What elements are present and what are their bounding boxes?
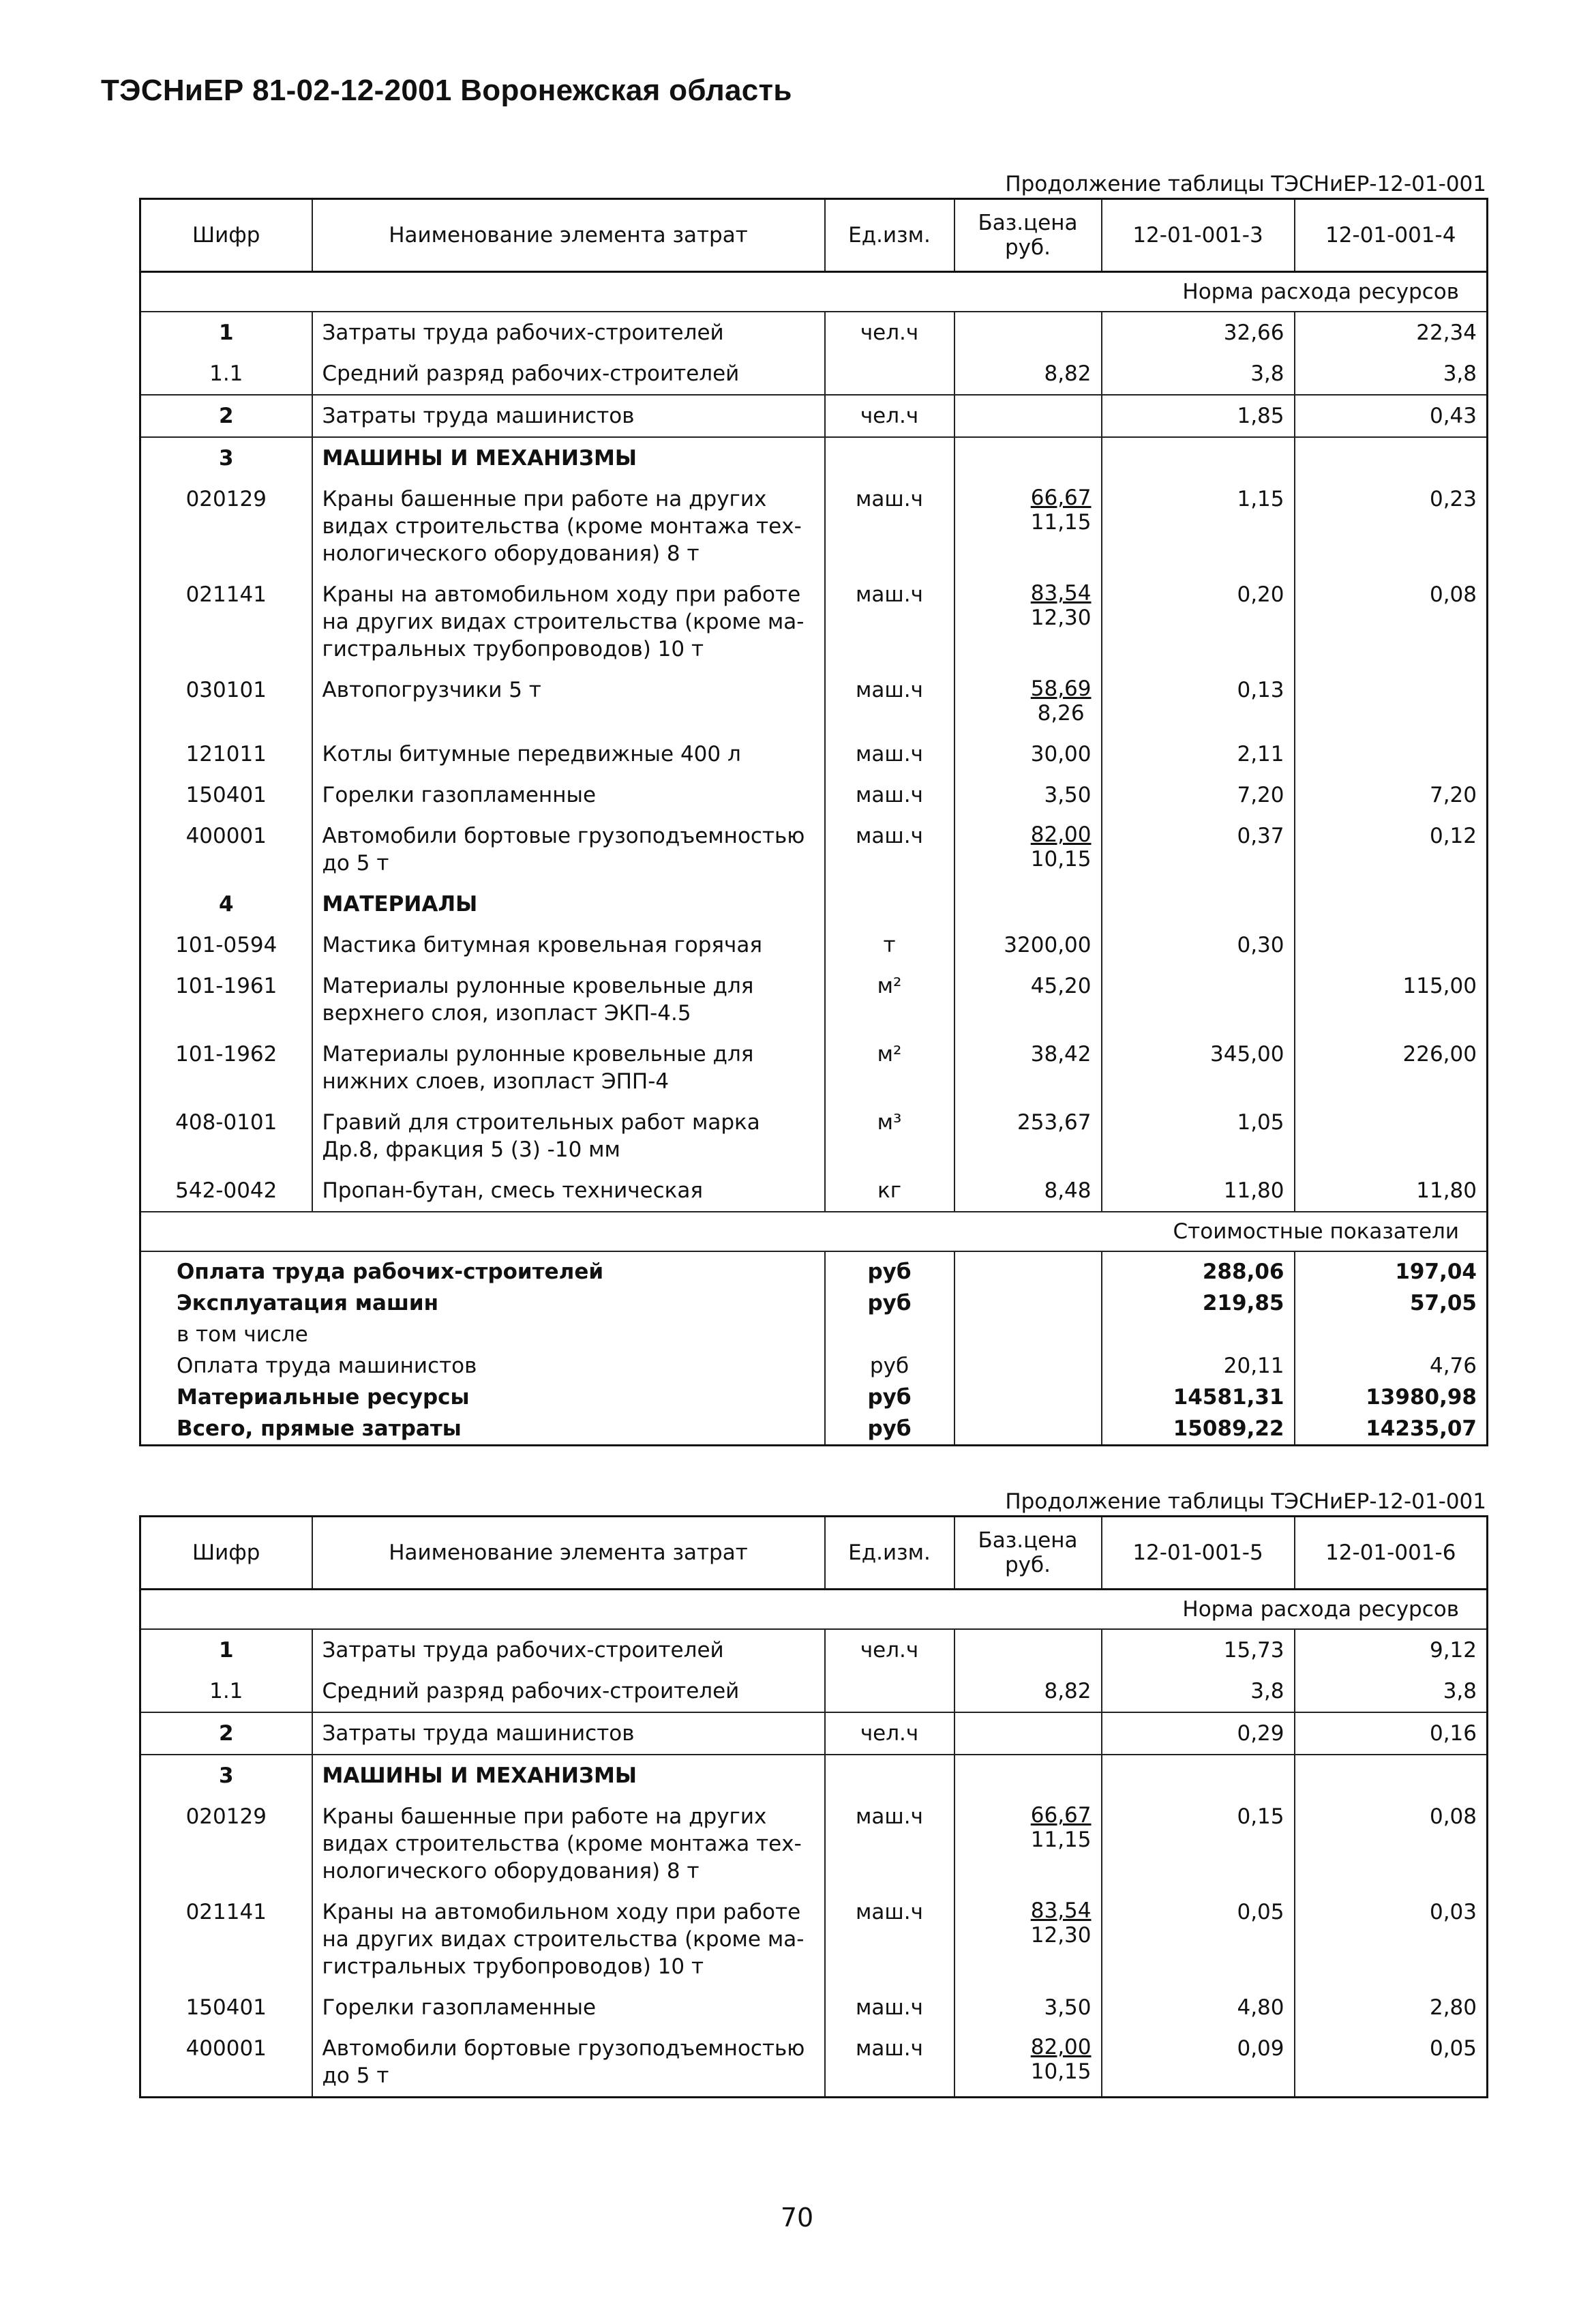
- row-price: [954, 479, 1102, 574]
- row-code: 542-0042: [175, 1178, 277, 1203]
- row-unit: [825, 1755, 954, 1796]
- summary-value-2: 4,76: [1295, 1350, 1488, 1382]
- table-header-row: [140, 1517, 1488, 1590]
- summary-value-1: 288,06: [1102, 1251, 1295, 1287]
- row-code: 101-1961: [175, 974, 277, 998]
- table-row: [140, 2028, 1488, 2098]
- row-price: [954, 312, 1102, 353]
- summary-unit: руб: [825, 1382, 954, 1413]
- row-value-2: 7,20: [1295, 775, 1488, 816]
- price-fraction: [1031, 1803, 1092, 1852]
- row-value-2: 2,80: [1295, 1987, 1488, 2028]
- row-name: Краны башенные при работе на других видах строительства (кроме монтажа тех-нологического оборудования) 8 т: [312, 479, 825, 574]
- summary-unit: руб: [825, 1251, 954, 1287]
- price-numerator: 66,67: [1030, 486, 1092, 510]
- row-value-2: 11,80: [1295, 1170, 1488, 1212]
- row-unit: маш.ч: [825, 734, 954, 775]
- row-value-1: 3,8: [1102, 1671, 1295, 1712]
- row-value-1: 345,00: [1102, 1034, 1295, 1102]
- row-code: 3: [218, 446, 234, 471]
- row-value-1: 7,20: [1102, 775, 1295, 816]
- summary-value-1: 219,85: [1102, 1287, 1295, 1319]
- row-unit: м²: [825, 966, 954, 1034]
- row-price: [954, 1755, 1102, 1796]
- row-code: 150401: [185, 1995, 267, 2020]
- table-row: [140, 734, 1488, 775]
- header-unit: Ед.изм.: [825, 1517, 954, 1590]
- row-price: [954, 884, 1102, 925]
- row-value-1: 0,30: [1102, 925, 1295, 966]
- price-numerator: 82,00: [1030, 2035, 1092, 2059]
- summary-price: [954, 1251, 1102, 1287]
- norm-label-row: [140, 272, 1488, 312]
- table-row: [140, 816, 1488, 884]
- price-fraction: [1031, 1898, 1092, 1948]
- summary-price: [954, 1350, 1102, 1382]
- row-value-1: [1102, 437, 1295, 479]
- row-unit: маш.ч: [825, 479, 954, 574]
- row-code: 121011: [185, 742, 267, 766]
- row-price: [954, 2028, 1102, 2098]
- row-value-2: [1295, 884, 1488, 925]
- row-value-2: [1295, 925, 1488, 966]
- table-row: [140, 479, 1488, 574]
- row-value-2: 0,03: [1295, 1892, 1488, 1987]
- price-fraction: [1031, 822, 1092, 872]
- table-header-row: [140, 199, 1488, 272]
- price-numerator: 83,54: [1030, 581, 1092, 606]
- row-name: Горелки газопламенные: [312, 1987, 825, 2028]
- row-price: [954, 1892, 1102, 1987]
- norm-label-row: [140, 1590, 1488, 1630]
- row-name: МАШИНЫ И МЕХАНИЗМЫ: [312, 437, 825, 479]
- row-value-2: 0,16: [1295, 1712, 1488, 1755]
- row-value-2: 3,8: [1295, 353, 1488, 395]
- price-fraction: [1031, 2035, 1092, 2084]
- summary-value-1: 20,11: [1102, 1350, 1295, 1382]
- summary-value-1: 14581,31: [1102, 1382, 1295, 1413]
- header-code: Шифр: [140, 1517, 312, 1590]
- row-code: 020129: [185, 1804, 267, 1829]
- table-row: [140, 1892, 1488, 1987]
- row-value-2: 0,08: [1295, 574, 1488, 670]
- row-unit: [825, 353, 954, 395]
- row-unit: [825, 1671, 954, 1712]
- row-value-1: [1102, 1755, 1295, 1796]
- summary-price: [954, 1413, 1102, 1446]
- row-name: Краны на автомобильном ходу при работе на других видах строительства (кроме ма-гистральных трубопроводов) 10 т: [312, 1892, 825, 1987]
- row-unit: [825, 437, 954, 479]
- header-col1: 12-01-001-5: [1102, 1517, 1295, 1590]
- summary-name: Материальные ресурсы: [177, 1385, 470, 1410]
- table-row: [140, 1102, 1488, 1170]
- section-row: [140, 884, 1488, 925]
- header-col2: 12-01-001-6: [1295, 1517, 1488, 1590]
- header-name: Наименование элемента затрат: [312, 1517, 825, 1590]
- table-row: [140, 1712, 1488, 1755]
- row-code: 2: [140, 1712, 312, 1755]
- row-name: Мастика битумная кровельная горячая: [312, 925, 825, 966]
- summary-value-1: [1102, 1319, 1295, 1350]
- row-code: 020129: [185, 487, 267, 511]
- row-name: Средний разряд рабочих-строителей: [312, 1671, 825, 1712]
- row-price: [954, 574, 1102, 670]
- summary-row: [140, 1413, 1488, 1446]
- table1-body: [140, 312, 1488, 1212]
- row-name: Пропан-бутан, смесь техническая: [312, 1170, 825, 1212]
- row-name: Затраты труда рабочих-строителей: [312, 312, 825, 353]
- row-unit: чел.ч: [825, 1712, 954, 1755]
- summary-value-2: 14235,07: [1295, 1413, 1488, 1446]
- row-value-2: 0,23: [1295, 479, 1488, 574]
- row-name: Гравий для строительных работ марка Др.8, фракция 5 (3) -10 мм: [312, 1102, 825, 1170]
- price-denominator: 10,15: [1030, 2059, 1092, 2084]
- row-price: 38,42: [954, 1034, 1102, 1102]
- row-unit: маш.ч: [825, 1892, 954, 1987]
- row-value-1: 0,13: [1102, 670, 1295, 734]
- row-price: [954, 1712, 1102, 1755]
- table-row: [140, 574, 1488, 670]
- summary-row: [140, 1350, 1488, 1382]
- row-price: 3,50: [954, 1987, 1102, 2028]
- row-value-2: 22,34: [1295, 312, 1488, 353]
- summary-value-1: 15089,22: [1102, 1413, 1295, 1446]
- row-price: 8,82: [954, 353, 1102, 395]
- row-value-1: 0,29: [1102, 1712, 1295, 1755]
- row-value-2: [1295, 437, 1488, 479]
- row-price: 30,00: [954, 734, 1102, 775]
- row-price: 3200,00: [954, 925, 1102, 966]
- header-price: Баз.цена руб.: [954, 1517, 1102, 1590]
- row-value-2: 0,12: [1295, 816, 1488, 884]
- row-code: 101-0594: [175, 933, 277, 957]
- row-unit: маш.ч: [825, 1796, 954, 1892]
- price-fraction: [1031, 676, 1092, 726]
- row-value-1: 1,05: [1102, 1102, 1295, 1170]
- row-code: 400001: [185, 2036, 267, 2061]
- table-row: [140, 312, 1488, 353]
- row-name: Горелки газопламенные: [312, 775, 825, 816]
- summary-name: Эксплуатация машин: [177, 1291, 439, 1315]
- row-unit: чел.ч: [825, 312, 954, 353]
- row-code: 1: [218, 1638, 234, 1663]
- row-price: 8,82: [954, 1671, 1102, 1712]
- price-numerator: 83,54: [1030, 1898, 1092, 1923]
- header-col2: 12-01-001-4: [1295, 199, 1488, 272]
- table-row: [140, 1796, 1488, 1892]
- price-denominator: 11,15: [1030, 1828, 1092, 1852]
- row-price: [954, 437, 1102, 479]
- row-value-2: 226,00: [1295, 1034, 1488, 1102]
- row-value-2: 0,08: [1295, 1796, 1488, 1892]
- cost-label: Стоимостные показатели: [140, 1212, 1488, 1251]
- summary-name: в том числе: [177, 1322, 308, 1347]
- row-code: 400001: [185, 824, 267, 848]
- header-unit: Ед.изм.: [825, 199, 954, 272]
- row-unit: кг: [825, 1170, 954, 1212]
- row-value-2: [1295, 670, 1488, 734]
- row-value-1: 0,37: [1102, 816, 1295, 884]
- table-row: [140, 395, 1488, 437]
- cost-label-row: [140, 1212, 1488, 1251]
- row-code: 408-0101: [175, 1110, 277, 1135]
- table-row: [140, 1629, 1488, 1671]
- row-unit: м²: [825, 1034, 954, 1102]
- row-name: Затраты труда машинистов: [312, 395, 825, 437]
- row-code: 3: [218, 1763, 234, 1788]
- row-unit: маш.ч: [825, 816, 954, 884]
- summary-value-2: 13980,98: [1295, 1382, 1488, 1413]
- table-row: [140, 1987, 1488, 2028]
- table-row: [140, 1170, 1488, 1212]
- row-name: Автомобили бортовые грузоподъемностью до 5 т: [312, 2028, 825, 2098]
- row-name: Материалы рулонные кровельные для верхнего слоя, изопласт ЭКП-4.5: [312, 966, 825, 1034]
- row-value-2: 115,00: [1295, 966, 1488, 1034]
- row-name: Автопогрузчики 5 т: [312, 670, 825, 734]
- summary-name: Оплата труда рабочих-строителей: [177, 1260, 604, 1284]
- summary-unit: руб: [825, 1350, 954, 1382]
- row-value-1: 4,80: [1102, 1987, 1295, 2028]
- row-value-1: [1102, 966, 1295, 1034]
- row-unit: маш.ч: [825, 775, 954, 816]
- row-name: Материалы рулонные кровельные для нижних слоев, изопласт ЭПП-4: [312, 1034, 825, 1102]
- table2-body: [140, 1629, 1488, 2098]
- row-unit: маш.ч: [825, 670, 954, 734]
- row-unit: маш.ч: [825, 1987, 954, 2028]
- row-unit: м³: [825, 1102, 954, 1170]
- row-name: Краны на автомобильном ходу при работе на других видах строительства (кроме ма-гистральных трубопроводов) 10 т: [312, 574, 825, 670]
- row-name: МАШИНЫ И МЕХАНИЗМЫ: [312, 1755, 825, 1796]
- summary-value-2: 197,04: [1295, 1251, 1488, 1287]
- table-row: [140, 1034, 1488, 1102]
- table-row: [140, 670, 1488, 734]
- row-value-2: [1295, 734, 1488, 775]
- row-price: [954, 670, 1102, 734]
- row-price: [954, 816, 1102, 884]
- section-row: [140, 437, 1488, 479]
- page-number: 70: [780, 2203, 814, 2233]
- row-code: 2: [140, 395, 312, 437]
- row-value-1: 1,85: [1102, 395, 1295, 437]
- header-price: Баз.цена руб.: [954, 199, 1102, 272]
- row-value-1: 15,73: [1102, 1629, 1295, 1671]
- row-name: Котлы битумные передвижные 400 л: [312, 734, 825, 775]
- header-code: Шифр: [140, 199, 312, 272]
- table-row: [140, 966, 1488, 1034]
- summary-row: [140, 1287, 1488, 1319]
- summary-unit: руб: [825, 1287, 954, 1319]
- row-code: 030101: [185, 678, 267, 702]
- price-denominator: 11,15: [1030, 510, 1092, 535]
- row-price: [954, 1796, 1102, 1892]
- row-unit: чел.ч: [825, 1629, 954, 1671]
- summary-unit: [825, 1319, 954, 1350]
- row-price: 8,48: [954, 1170, 1102, 1212]
- row-value-1: 0,20: [1102, 574, 1295, 670]
- section-row: [140, 1755, 1488, 1796]
- summary-value-2: [1295, 1319, 1488, 1350]
- summary-price: [954, 1382, 1102, 1413]
- summary-row: [140, 1319, 1488, 1350]
- row-value-1: 3,8: [1102, 353, 1295, 395]
- price-denominator: 8,26: [1037, 701, 1085, 726]
- row-value-2: 3,8: [1295, 1671, 1488, 1712]
- row-code: 101-1962: [175, 1042, 277, 1067]
- row-value-1: 0,15: [1102, 1796, 1295, 1892]
- row-value-1: 2,11: [1102, 734, 1295, 775]
- row-value-2: 9,12: [1295, 1629, 1488, 1671]
- summary-row: [140, 1382, 1488, 1413]
- row-value-1: 0,09: [1102, 2028, 1295, 2098]
- header-col1: 12-01-001-3: [1102, 199, 1295, 272]
- row-code: 150401: [185, 783, 267, 807]
- price-denominator: 12,30: [1030, 606, 1092, 630]
- row-code: 1.1: [140, 1671, 312, 1712]
- table-row: [140, 775, 1488, 816]
- row-unit: чел.ч: [825, 395, 954, 437]
- row-value-1: 11,80: [1102, 1170, 1295, 1212]
- row-value-2: 0,43: [1295, 395, 1488, 437]
- norm-label: Норма расхода ресурсов: [140, 272, 1488, 312]
- row-value-2: [1295, 1102, 1488, 1170]
- row-price: 3,50: [954, 775, 1102, 816]
- row-code: 1.1: [140, 353, 312, 395]
- table2-caption: Продолжение таблицы ТЭСНиЕР-12-01-001: [1005, 1489, 1486, 1514]
- row-value-2: [1295, 1755, 1488, 1796]
- price-denominator: 12,30: [1030, 1923, 1092, 1948]
- price-numerator: 58,69: [1030, 676, 1092, 701]
- row-price: 45,20: [954, 966, 1102, 1034]
- row-code: 021141: [185, 1900, 267, 1924]
- table-row: [140, 925, 1488, 966]
- summary-name: Оплата труда машинистов: [177, 1354, 477, 1378]
- row-name: Автомобили бортовые грузоподъемностью до 5 т: [312, 816, 825, 884]
- row-name: Краны башенные при работе на других видах строительства (кроме монтажа тех-нологического оборудования) 8 т: [312, 1796, 825, 1892]
- row-code: 1: [218, 321, 234, 345]
- table1-caption: Продолжение таблицы ТЭСНиЕР-12-01-001: [1005, 172, 1486, 196]
- table-row: [140, 353, 1488, 395]
- price-denominator: 10,15: [1030, 847, 1092, 872]
- summary-name: Всего, прямые затраты: [177, 1416, 462, 1441]
- row-value-1: 32,66: [1102, 312, 1295, 353]
- row-name: Затраты труда рабочих-строителей: [312, 1629, 825, 1671]
- row-unit: т: [825, 925, 954, 966]
- summary-price: [954, 1287, 1102, 1319]
- table1-summary: [140, 1251, 1488, 1446]
- row-value-1: 1,15: [1102, 479, 1295, 574]
- row-code: 4: [218, 892, 234, 917]
- header-name: Наименование элемента затрат: [312, 199, 825, 272]
- price-numerator: 66,67: [1030, 1803, 1092, 1828]
- row-price: [954, 395, 1102, 437]
- summary-unit: руб: [825, 1413, 954, 1446]
- price-fraction: [1031, 581, 1092, 630]
- price-fraction: [1031, 486, 1092, 535]
- summary-value-2: 57,05: [1295, 1287, 1488, 1319]
- row-unit: маш.ч: [825, 2028, 954, 2098]
- row-name: МАТЕРИАЛЫ: [312, 884, 825, 925]
- row-unit: маш.ч: [825, 574, 954, 670]
- price-numerator: 82,00: [1030, 822, 1092, 847]
- row-price: 253,67: [954, 1102, 1102, 1170]
- resource-table-1: [139, 198, 1488, 1446]
- row-value-1: [1102, 884, 1295, 925]
- row-code: 021141: [185, 582, 267, 607]
- summary-price: [954, 1319, 1102, 1350]
- row-price: [954, 1629, 1102, 1671]
- row-name: Средний разряд рабочих-строителей: [312, 353, 825, 395]
- page-title: ТЭСНиЕР 81-02-12-2001 Воронежская область: [101, 74, 792, 107]
- row-value-1: 0,05: [1102, 1892, 1295, 1987]
- norm-label: Норма расхода ресурсов: [140, 1590, 1488, 1630]
- row-name: Затраты труда машинистов: [312, 1712, 825, 1755]
- row-unit: [825, 884, 954, 925]
- row-value-2: 0,05: [1295, 2028, 1488, 2098]
- resource-table-2: [139, 1515, 1488, 2098]
- table-row: [140, 1671, 1488, 1712]
- summary-row: [140, 1251, 1488, 1287]
